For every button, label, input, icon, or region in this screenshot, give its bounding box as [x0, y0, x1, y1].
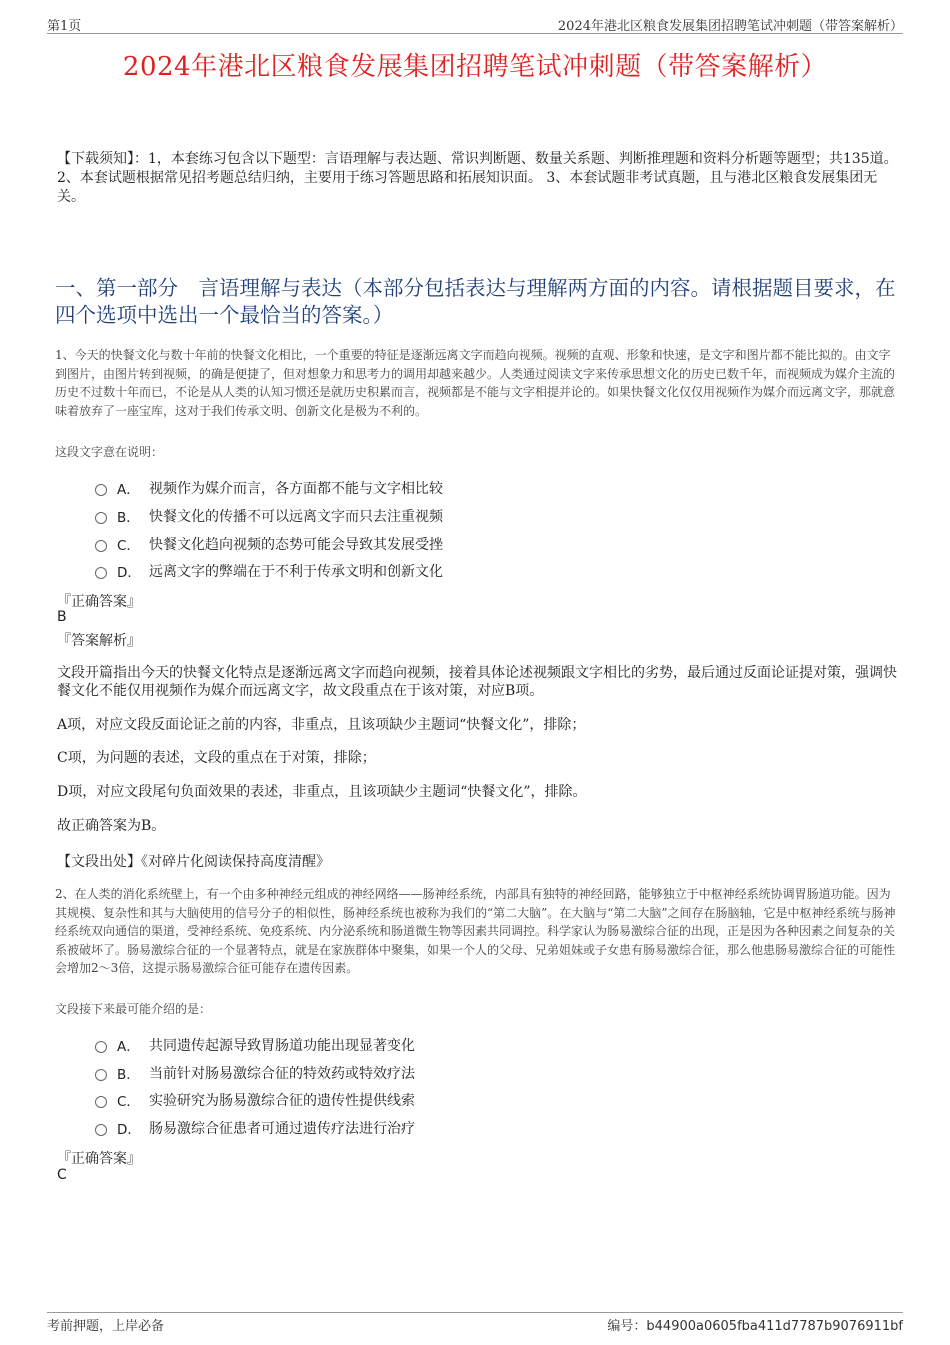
question-1-answer: B — [57, 609, 67, 625]
option-text: 快餐文化趋向视频的态势可能会导致其发展受挫 — [149, 537, 443, 553]
question-1-analysis-a: A项，对应文段反面论证之前的内容，非重点，且该项缺少主题词“快餐文化”，排除； — [57, 717, 586, 733]
header-divider — [47, 33, 903, 34]
footer-divider — [47, 1312, 903, 1313]
radio-icon[interactable] — [95, 512, 107, 524]
option-text: 实验研究为肠易激综合征的遗传性提供线索 — [149, 1093, 415, 1109]
section-heading: 一、第一部分 言语理解与表达（本部分包括表达与理解两方面的内容。请根据题目要求，在四个选项中选出一个最恰当的答案。） — [55, 276, 896, 327]
option-text: 肠易激综合征患者可通过遗传疗法进行治疗 — [149, 1121, 415, 1137]
option-letter: D． — [117, 1122, 141, 1138]
question-1-analysis-c: C项，为问题的表述，文段的重点在于对策，排除； — [57, 750, 376, 766]
page-number: 第1页 — [47, 19, 82, 34]
option-letter: C． — [117, 1094, 140, 1110]
question-2-option-a[interactable] — [95, 1035, 415, 1055]
footer-slogan: 考前押题，上岸必备 — [47, 1319, 165, 1334]
question-1-prompt: 这段文字意在说明： — [55, 445, 164, 459]
question-1-option-c[interactable] — [95, 534, 443, 554]
question-2-text: 2、在人类的消化系统壁上，有一个由多种神经元组成的神经网络——肠神经系统，内部具有独特的神经回路，能够独立于中枢神经系统协调胃肠道功能。因为其规模、复杂性和其与大脑使用的信号分子的相似性，肠神经系统也被称为我们的“第二大脑”。在大脑与“第二大脑”之间存在肠脑轴，它是中枢神经系统与肠神经系统双向通信的渠道，受神经系统、免疫系统、内分泌系统和肠道微生物等因素共同调控。科学家认为肠易激综合征的出现，正是因为各种因素之间复杂的关系被破坏了。肠易激综合征的一个显著特点，就是在家族群体中聚集，如果一个人的父母、兄弟姐妹或子女患有肠易激综合征，那么他患肠易激综合征的可能性会增加2～3倍，这提示肠易激综合征可能存在遗传因素。 — [55, 887, 896, 975]
option-letter: B． — [117, 1067, 140, 1083]
download-notice: 【下载须知】：1，本套练习包含以下题型：言语理解与表达题、常识判断题、数量关系题、判断推理题和资料分析题等题型；共135道。 2、本套试题根据常见招考题总结归纳，主要用于练习答题思路和拓展知识面。 3、本套试题非考试真题，且与港北区粮食发展集团无关。 — [57, 151, 898, 205]
radio-icon[interactable] — [95, 540, 107, 552]
radio-icon[interactable] — [95, 1096, 107, 1108]
question-2-option-b[interactable] — [95, 1063, 415, 1083]
radio-icon[interactable] — [95, 567, 107, 579]
question-1-analysis-d: D项，对应文段尾句负面效果的表述，非重点，且该项缺少主题词“快餐文化”，排除。 — [57, 784, 587, 800]
option-text: 视频作为媒介而言，各方面都不能与文字相比较 — [149, 481, 443, 497]
option-text: 当前针对肠易激综合征的特效药或特效疗法 — [149, 1066, 415, 1082]
radio-icon[interactable] — [95, 484, 107, 496]
question-1-answer-label: 『正确答案』 — [57, 594, 141, 610]
question-2-prompt: 文段接下来最可能介绍的是： — [55, 1002, 212, 1016]
option-text: 共同遗传起源导致胃肠道功能出现显著变化 — [149, 1038, 415, 1054]
question-1-analysis-conclusion: 故正确答案为B。 — [57, 818, 166, 834]
option-letter: C． — [117, 538, 140, 554]
option-text: 快餐文化的传播不可以远离文字而只去注重视频 — [149, 509, 443, 525]
header-doc-title: 2024年港北区粮食发展集团招聘笔试冲刺题（带答案解析） — [557, 19, 903, 34]
question-1-text: 1、今天的快餐文化与数十年前的快餐文化相比，一个重要的特征是逐渐远离文字而趋向视频。视频的直观、形象和快速，是文字和图片都不能比拟的。由文字到图片，由图片转到视频，的确是便捷了，但对想象力和思考力的调用却越来越少。人类通过阅读文字来传承思想文化的历史已数千年，而视频成为媒介主流的历史不过数十年而已，不论是从人类的认知习惯还是就历史积累而言，视频都是不能与文字相提并论的。如果快餐文化仅仅用视频作为媒介而远离文字，那就意味着放弃了一座宝库，这对于我们传承文明、创新文化是极为不利的。 — [55, 348, 896, 418]
question-1-analysis-label: 『答案解析』 — [57, 633, 141, 649]
option-letter: A． — [117, 1039, 140, 1055]
question-1-source: 【文段出处】《对碎片化阅读保持高度清醒》 — [57, 854, 330, 870]
question-1-option-b[interactable] — [95, 506, 443, 526]
radio-icon[interactable] — [95, 1069, 107, 1081]
option-letter: A． — [117, 482, 140, 498]
option-letter: D． — [117, 565, 141, 581]
question-1-option-a[interactable] — [95, 478, 443, 498]
question-2-answer-label: 『正确答案』 — [57, 1151, 141, 1167]
option-text: 远离文字的弊端在于不利于传承文明和创新文化 — [149, 564, 443, 580]
page-title: 2024年港北区粮食发展集团招聘笔试冲刺题（带答案解析） — [122, 52, 828, 82]
question-2-option-c[interactable] — [95, 1090, 415, 1110]
question-2-answer: C — [57, 1167, 67, 1183]
question-2-option-d[interactable] — [95, 1118, 415, 1138]
radio-icon[interactable] — [95, 1041, 107, 1053]
option-letter: B． — [117, 510, 140, 526]
footer-code: 编号：b44900a0605fba411d7787b9076911bf — [607, 1319, 903, 1334]
radio-icon[interactable] — [95, 1124, 107, 1136]
question-1-option-d[interactable] — [95, 561, 443, 581]
question-1-analysis-summary: 文段开篇指出今天的快餐文化特点是逐渐远离文字而趋向视频，接着具体论述视频跟文字相比的劣势，最后通过反面论证提对策，强调快餐文化不能仅用视频作为媒介而远离文字，故文段重点在于该对策，对应B项。 — [57, 665, 897, 699]
